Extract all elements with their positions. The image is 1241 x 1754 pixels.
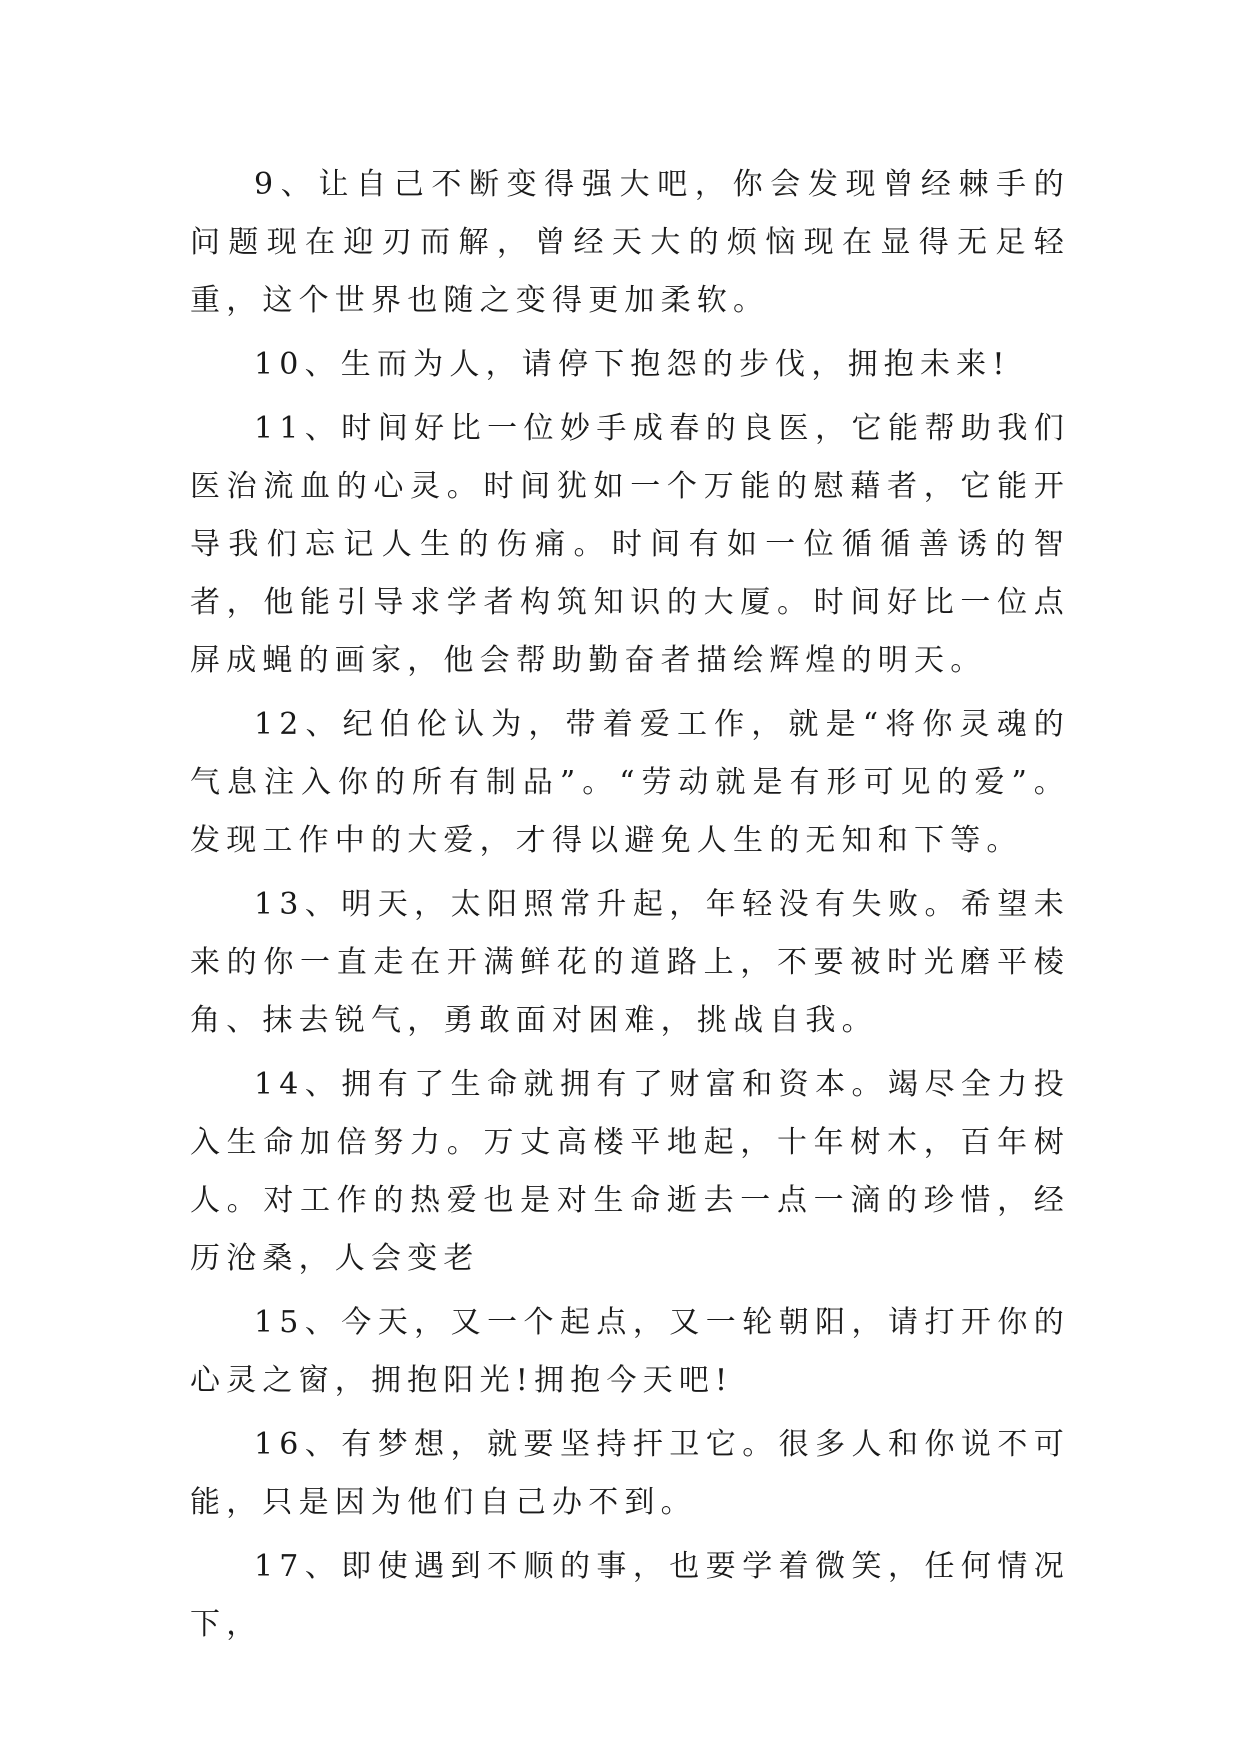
paragraph-12: 12、纪伯伦认为，带着爱工作，就是“将你灵魂的气息注入你的所有制品”。“劳动就是有形可见的爱”。发现工作中的大爱，才得以避免人生的无知和下等。 — [190, 707, 1070, 858]
paragraph-9: 9、让自己不断变得强大吧，你会发现曾经棘手的问题现在迎刃而解，曾经天大的烦恼现在显得无足轻重，这个世界也随之变得更加柔软。 — [190, 167, 1070, 318]
paragraph-16: 16、有梦想，就要坚持扞卫它。很多人和你说不可能，只是因为他们自己办不到。 — [190, 1427, 1070, 1520]
paragraph-17: 17、即使遇到不顺的事，也要学着微笑，任何情况下， — [190, 1549, 1070, 1642]
paragraph-14: 14、拥有了生命就拥有了财富和资本。竭尽全力投入生命加倍努力。万丈高楼平地起，十年树木，百年树人。对工作的热爱也是对生命逝去一点一滴的珍惜，经历沧桑，人会变老 — [190, 1067, 1070, 1276]
paragraph-13: 13、明天，太阳照常升起，年轻没有失败。希望未来的你一直走在开满鲜花的道路上，不要被时光磨平棱角、抹去锐气，勇敢面对困难，挑战自我。 — [190, 887, 1070, 1038]
paragraph-11: 11、时间好比一位妙手成春的良医，它能帮助我们医治流血的心灵。时间犹如一个万能的慰藉者，它能开导我们忘记人生的伤痛。时间有如一位循循善诱的智者，他能引导求学者构筑知识的大厦。时间好比一位点屏成蝇的画家，他会帮助勤奋者描绘辉煌的明天。 — [190, 411, 1070, 678]
paragraph-10: 10、生而为人，请停下抱怨的步伐，拥抱未来! — [254, 347, 1011, 382]
document-body — [190, 156, 1070, 1660]
paragraph-15: 15、今天，又一个起点，又一轮朝阳，请打开你的心灵之窗，拥抱阳光!拥抱今天吧! — [190, 1305, 1070, 1398]
